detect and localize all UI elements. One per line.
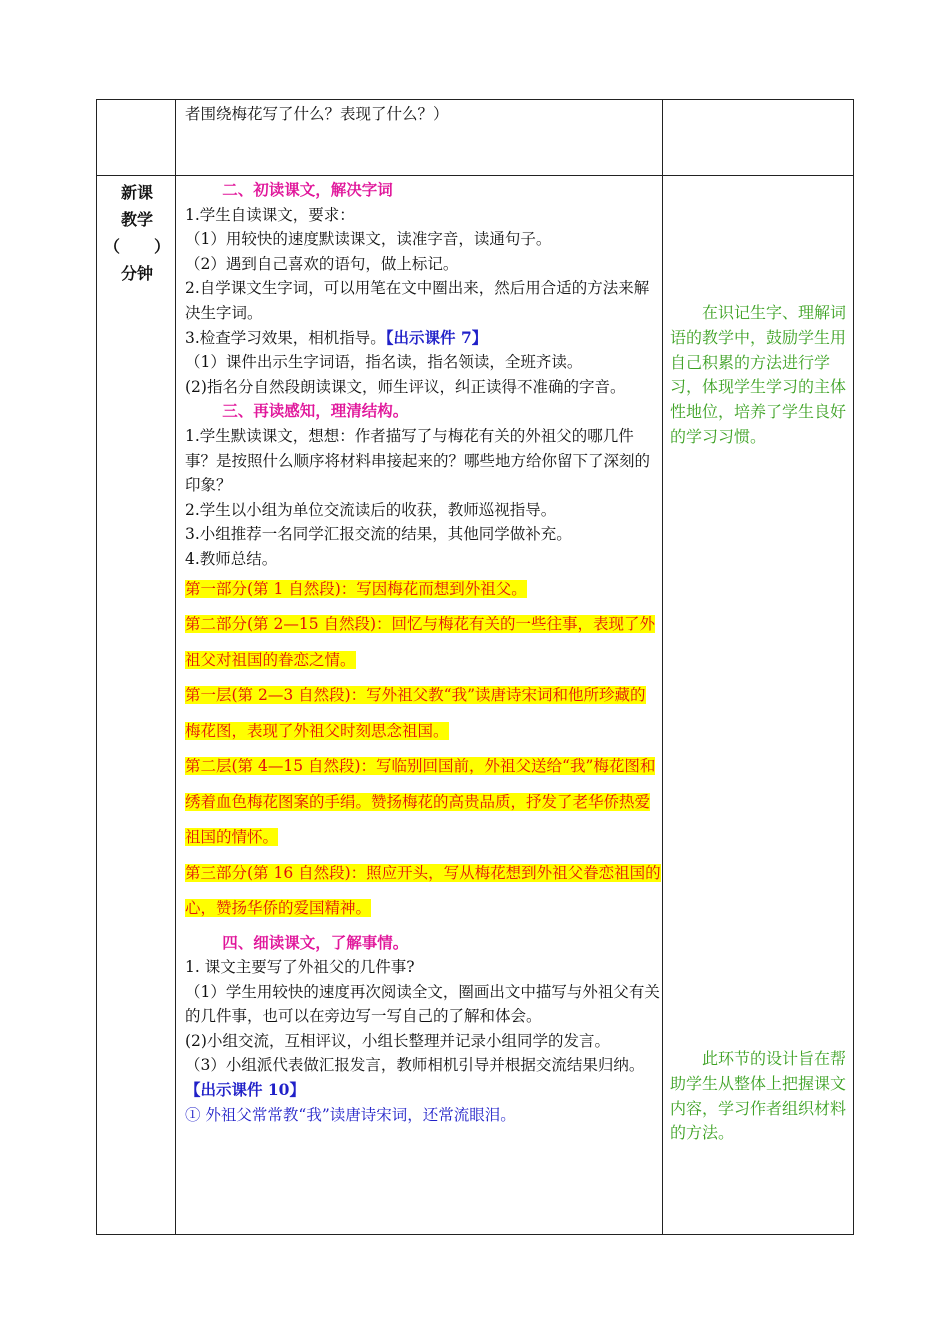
label-line-2: 教学 <box>120 210 153 229</box>
section2-item-6: （1）课件出示生字词语，指名读，指名领读，全班齐读。 <box>185 353 583 372</box>
section2-item-3: （2）遇到自己喜欢的语句，做上标记。 <box>185 254 459 273</box>
column-divider-2 <box>662 99 663 1235</box>
structure-layer-1-text: 第一层(第 2—3 自然段)：写外祖父教“我”读唐诗宋词和他所珍藏的梅花图，表现了外祖父时刻思念祖国。 <box>185 686 646 740</box>
label-duration-parens <box>100 233 174 260</box>
column-divider-1 <box>175 99 176 1235</box>
structure-part-3 <box>185 856 661 927</box>
design-note-1: 在识记生字、理解词语的教学中，鼓励学生用自己积累的方法进行学习，体现学生学习的主体性地位，培养了学生良好的学习习惯。 <box>670 303 847 446</box>
section4-item-1: 1. 课文主要写了外祖父的几件事? <box>185 958 415 977</box>
paren-close: ） <box>153 237 170 256</box>
section2-item-2: （1）用较快的速度默读课文，读准字音，读通句子。 <box>185 230 552 249</box>
label-line-4: 分钟 <box>120 264 153 283</box>
main-content-cell <box>185 178 661 1127</box>
section2-item-1: 1.学生自读课文，要求： <box>185 205 355 224</box>
section2-item-5-text: 3.检查学习效果，相机指导。 <box>185 328 386 347</box>
table-right-border <box>853 99 854 1235</box>
structure-part-1-text: 第一部分(第 1 自然段)：写因梅花而想到外祖父。 <box>185 579 527 598</box>
section2-item-4: 2.自学课文生字词，可以用笔在文中圈出来，然后用合适的方法来解决生字词。 <box>185 279 650 322</box>
top-row-text: 者围绕梅花写了什么？表现了什么？） <box>185 105 449 123</box>
section4-item-2: （1）学生用较快的速度再次阅读全文，圈画出文中描写与外祖父有关的几件事，也可以在旁边写一写自己的了解和体会。 <box>185 982 660 1026</box>
structure-part-1 <box>185 572 661 608</box>
section2-heading: 二、初读课文，解决字词 <box>222 180 393 199</box>
design-note-2: 此环节的设计旨在帮助学生从整体上把握课文内容，学习作者组织材料的方法。 <box>670 1049 847 1143</box>
top-row-content <box>185 102 659 127</box>
section3-item-1: 1.学生默读课文，想想：作者描写了与梅花有关的外祖父的哪几件事？是按照什么顺序将材料串接起来的？哪些地方给你留下了深刻的印象？ <box>185 426 651 495</box>
row-divider <box>96 175 854 176</box>
table-bottom-border <box>96 1234 854 1235</box>
section4-point-1: ① 外祖父常常教“我”读唐诗宋词，还常流眼泪。 <box>185 1105 516 1124</box>
left-label-cell <box>100 179 174 287</box>
structure-layer-2-text: 第二层(第 4—15 自然段)：写临别回国前，外祖父送给“我”梅花图和绣着血色梅花图案的手绢。赞扬梅花的高贵品质，抒发了老华侨热爱祖国的情怀。 <box>185 757 656 846</box>
structure-part-3-text: 第三部分(第 16 自然段)：照应开头，写从梅花想到外祖父眷恋祖国的心，赞扬华侨的爱国精神。 <box>185 863 661 917</box>
table-left-border <box>96 99 97 1235</box>
paren-open: （ <box>104 237 121 256</box>
structure-layer-1 <box>185 678 661 749</box>
structure-part-2 <box>185 607 661 678</box>
section4-heading: 四、细读课文，了解事情。 <box>222 932 409 952</box>
section2-item-7: (2)指名分自然段朗读课文，师生评议，纠正读得不准确的字音。 <box>185 377 626 396</box>
label-line-1: 新课 <box>120 183 153 202</box>
structure-layer-2 <box>185 749 661 856</box>
structure-part-2-text: 第二部分(第 2—15 自然段)：回忆与梅花有关的一些往事，表现了外祖父对祖国的眷恋之情。 <box>185 615 656 669</box>
courseware-10-tag: 【出示课件 10】 <box>185 1080 305 1100</box>
section2-item-5 <box>185 326 661 351</box>
section3-item-4: 4.教师总结。 <box>185 549 278 568</box>
courseware-7-tag: 【出示课件 7】 <box>385 327 488 347</box>
lesson-plan-table <box>96 99 854 1235</box>
section3-heading: 三、再读感知，理清结构。 <box>222 401 409 421</box>
section3-item-2: 2.学生以小组为单位交流读后的收获，教师巡视指导。 <box>185 500 557 519</box>
section4-item-4: （3）小组派代表做汇报发言，教师相机引导并根据交流结果归纳。 <box>185 1056 645 1075</box>
table-top-border <box>96 99 854 100</box>
section4-item-3: (2)小组交流，互相评议，小组长整理并记录小组同学的发言。 <box>185 1031 610 1050</box>
section3-item-3: 3.小组推荐一名同学汇报交流的结果，其他同学做补充。 <box>185 525 572 544</box>
